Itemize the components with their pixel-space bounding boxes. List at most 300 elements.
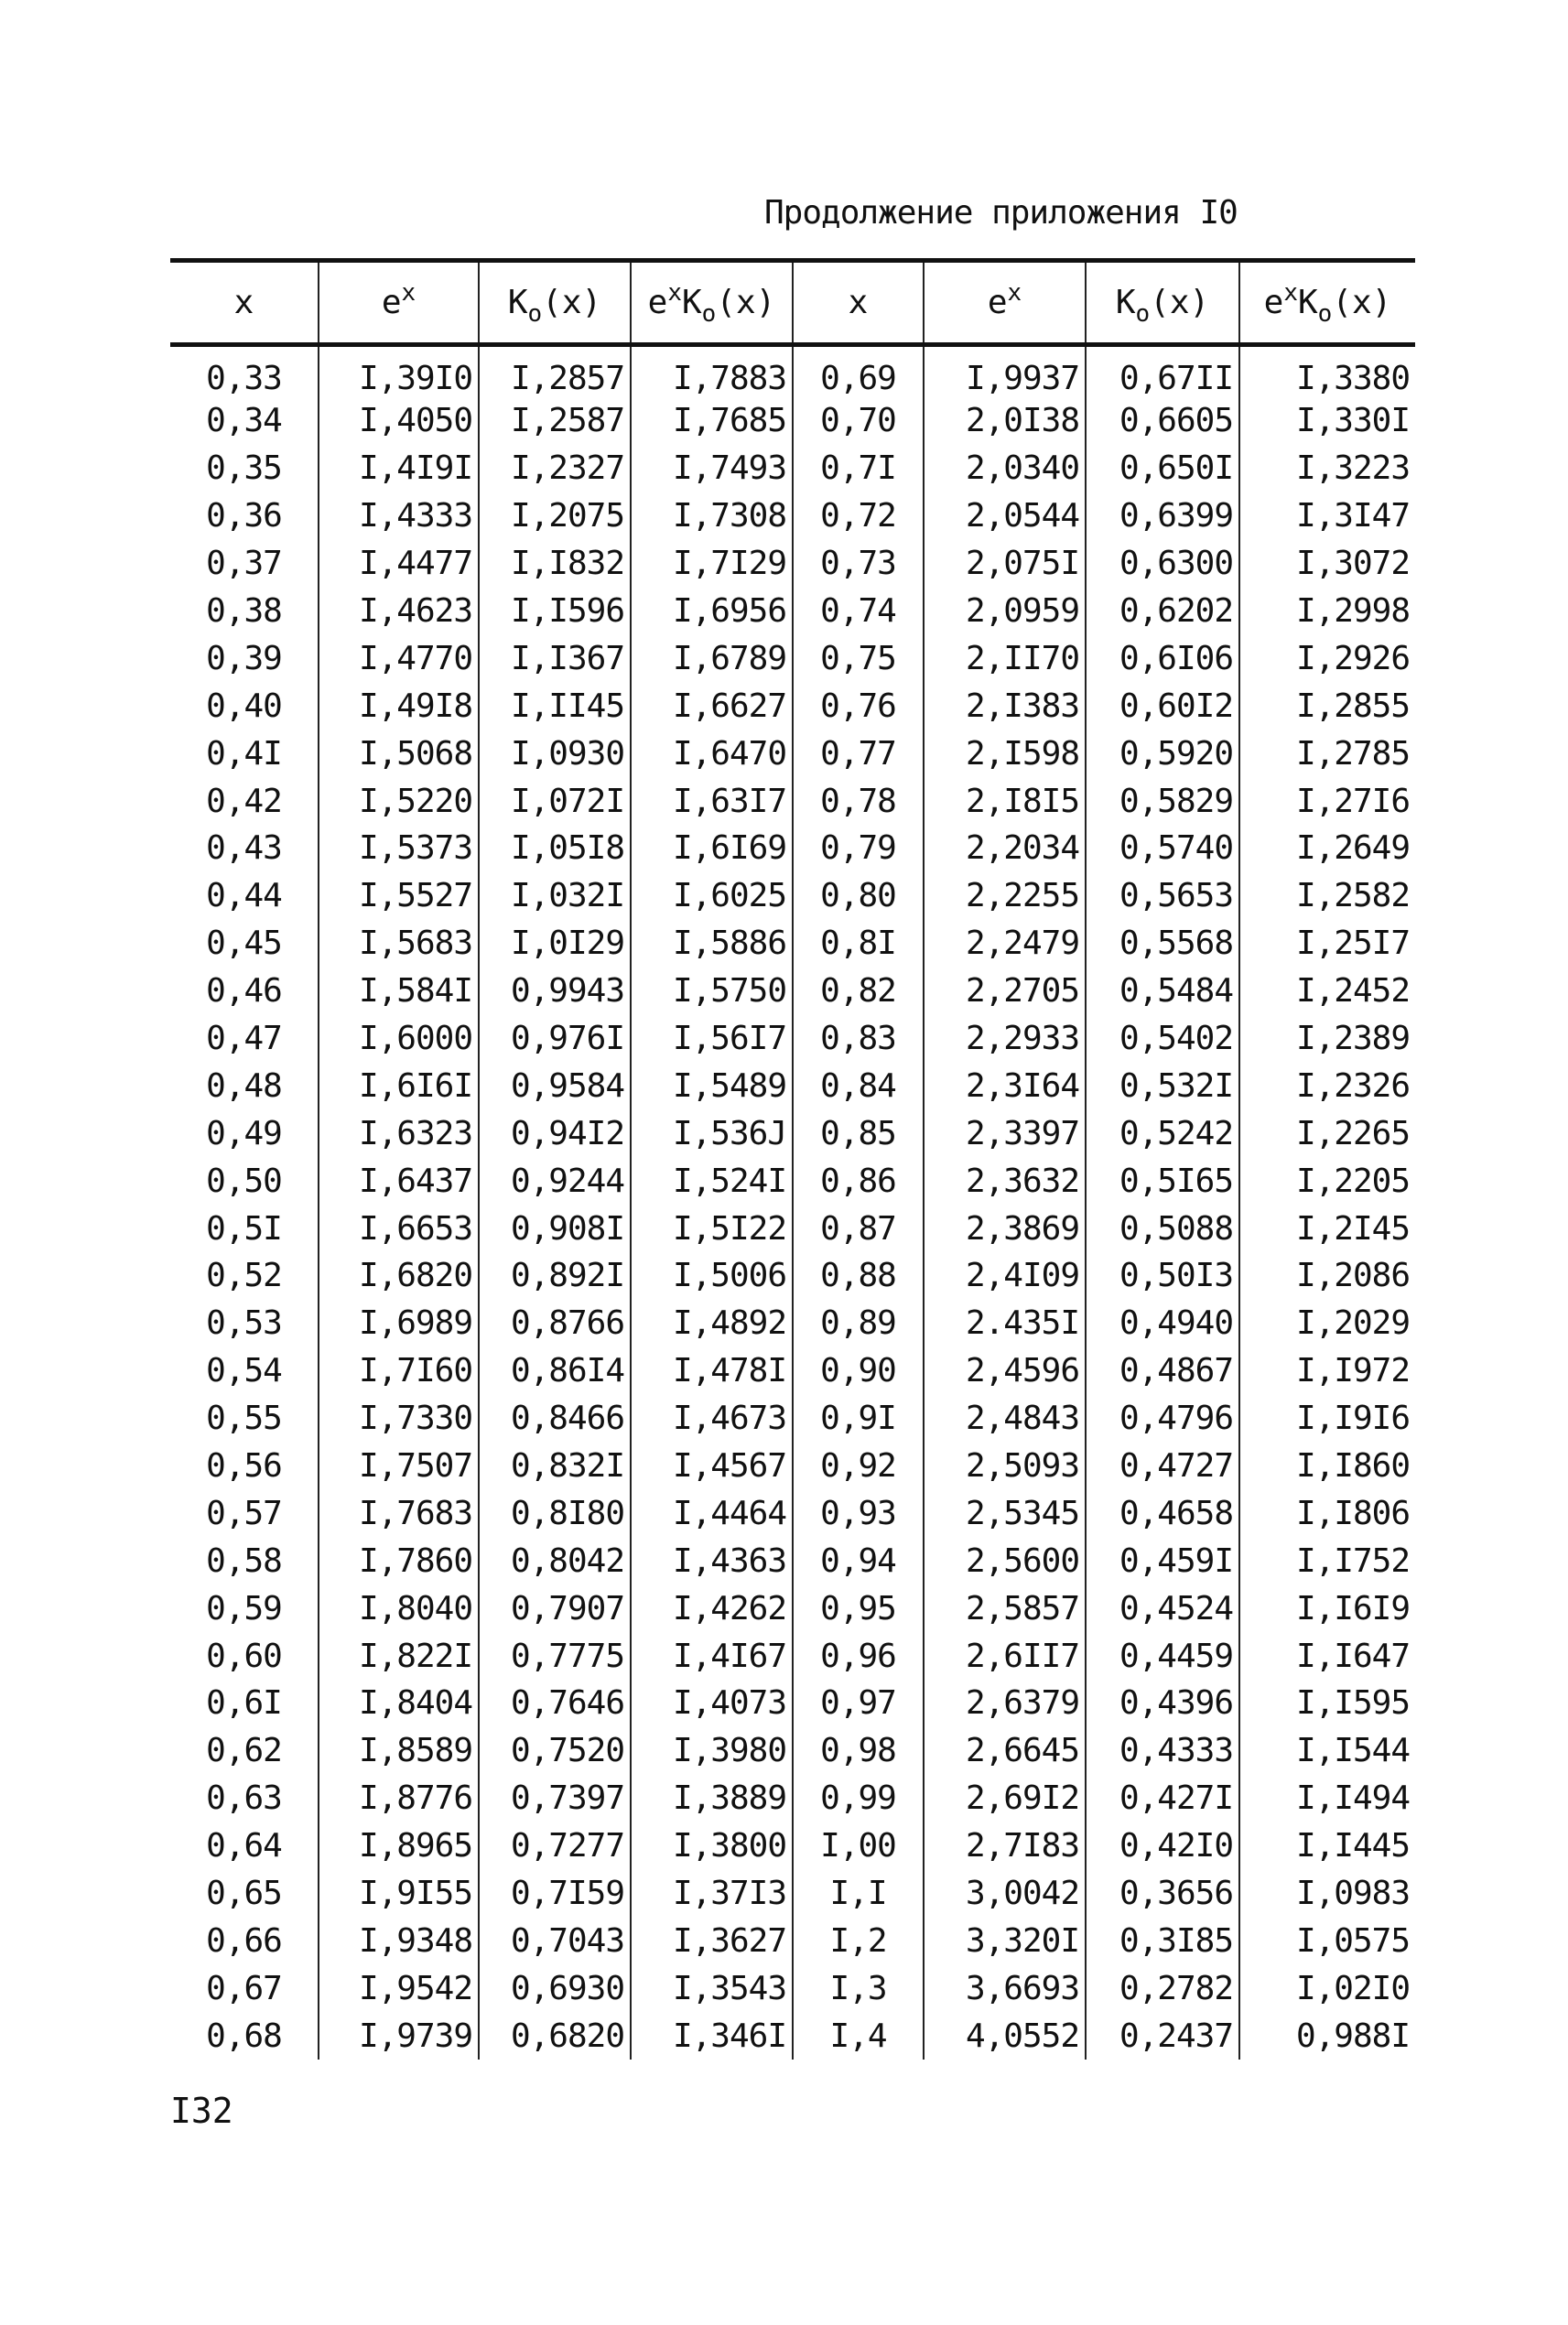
table-row <box>170 1727 1415 1775</box>
header-x: x <box>170 261 319 345</box>
table-row <box>170 1015 1415 1063</box>
x-value-cell: 0,9I <box>793 1395 924 1443</box>
exp-value-cell: 2,3869 <box>924 1205 1086 1252</box>
x-value-cell: 0,83 <box>793 1015 924 1063</box>
exp-value-cell: 2,3632 <box>924 1157 1086 1205</box>
exp-value-cell: 2,4596 <box>924 1347 1086 1395</box>
exp-k0-value-cell: I,I647 <box>1239 1632 1415 1680</box>
k0-value-cell: I,II45 <box>479 682 631 730</box>
x-value-cell: 0,36 <box>206 497 282 535</box>
table-row <box>170 540 1415 588</box>
header-x: x <box>793 261 924 345</box>
exp-value-cell: I,9542 <box>319 1964 479 2012</box>
k0-value-cell: 0,4658 <box>1086 1489 1239 1537</box>
exp-k0-value-cell: I,I860 <box>1239 1443 1415 1490</box>
exp-value-cell: 2,6379 <box>924 1680 1086 1727</box>
page-caption: Продолжение приложения I0 <box>764 194 1238 232</box>
k0-value-cell: I,0I29 <box>479 920 631 968</box>
k0-value-cell: 0,86I4 <box>479 1347 631 1395</box>
exp-k0-value-cell: I,I972 <box>1239 1347 1415 1395</box>
k0-value-cell: 0,5653 <box>1086 872 1239 920</box>
exp-value-cell: 2,6II7 <box>924 1632 1086 1680</box>
k0-value-cell: I,2327 <box>479 445 631 492</box>
exp-k0-value-cell: I,4262 <box>631 1584 793 1632</box>
table-row <box>170 445 1415 492</box>
exp-value-cell: I,7507 <box>319 1443 479 1490</box>
exp-value-cell: 2,0544 <box>924 492 1086 540</box>
exp-k0-value-cell: I,2998 <box>1239 588 1415 635</box>
k0-value-cell: I,2587 <box>479 397 631 445</box>
exp-value-cell: I,5373 <box>319 825 479 872</box>
exp-value-cell: I,8404 <box>319 1680 479 1727</box>
exp-value-cell: I,6989 <box>319 1300 479 1347</box>
exp-value-cell: 2,075I <box>924 540 1086 588</box>
exp-k0-value-cell: I,I544 <box>1239 1727 1415 1775</box>
exp-k0-value-cell: I,7493 <box>631 445 793 492</box>
exp-value-cell: I,49I8 <box>319 682 479 730</box>
exp-value-cell: I,8776 <box>319 1775 479 1822</box>
exp-value-cell: 2,2034 <box>924 825 1086 872</box>
x-value-cell: 0,45 <box>206 925 282 963</box>
exp-k0-value-cell: I,63I7 <box>631 777 793 825</box>
k0-value-cell: I,I832 <box>479 540 631 588</box>
k0-value-cell: 0,7397 <box>479 1775 631 1822</box>
k0-value-cell: 0,427I <box>1086 1775 1239 1822</box>
exp-k0-value-cell: I,2926 <box>1239 634 1415 682</box>
exp-k0-value-cell: I,37I3 <box>631 1870 793 1918</box>
k0-value-cell: 0,2782 <box>1086 1964 1239 2012</box>
k0-value-cell: 0,6I06 <box>1086 634 1239 682</box>
k0-value-cell: 0,4524 <box>1086 1584 1239 1632</box>
exp-value-cell: 2,0I38 <box>924 397 1086 445</box>
exp-k0-value-cell: I,6470 <box>631 730 793 777</box>
x-value-cell: 0,62 <box>206 1732 282 1770</box>
exp-k0-value-cell: I,3889 <box>631 1775 793 1822</box>
x-value-cell: I,2 <box>793 1918 924 1965</box>
k0-value-cell: 0,5829 <box>1086 777 1239 825</box>
exp-value-cell: I,4770 <box>319 634 479 682</box>
x-value-cell: 0,35 <box>206 449 282 488</box>
x-value-cell: 0,56 <box>206 1447 282 1486</box>
exp-value-cell: I,6000 <box>319 1015 479 1063</box>
x-value-cell: 0,47 <box>206 1020 282 1058</box>
x-value-cell: 0,99 <box>793 1775 924 1822</box>
x-value-cell: 0,39 <box>206 639 282 677</box>
x-value-cell: 0,96 <box>793 1632 924 1680</box>
table-row <box>170 1632 1415 1680</box>
exp-value-cell: I,7683 <box>319 1489 479 1537</box>
k0-value-cell: I,032I <box>479 872 631 920</box>
exp-value-cell: 2,5093 <box>924 1443 1086 1490</box>
exp-k0-value-cell: I,2029 <box>1239 1300 1415 1347</box>
x-value-cell: 0,93 <box>793 1489 924 1537</box>
k0-value-cell: 0,3I85 <box>1086 1918 1239 1965</box>
k0-value-cell: I,I367 <box>479 634 631 682</box>
x-value-cell: 0,44 <box>206 877 282 915</box>
table-row <box>170 634 1415 682</box>
x-value-cell: 0,38 <box>206 592 282 630</box>
exp-k0-value-cell: I,3072 <box>1239 540 1415 588</box>
x-value-cell: 0,43 <box>206 829 282 868</box>
table-row <box>170 1822 1415 1870</box>
exp-k0-value-cell: I,4I67 <box>631 1632 793 1680</box>
exp-k0-value-cell: I,3I47 <box>1239 492 1415 540</box>
exp-value-cell: 2,5345 <box>924 1489 1086 1537</box>
exp-value-cell: I,6323 <box>319 1109 479 1157</box>
k0-value-cell: 0,6605 <box>1086 397 1239 445</box>
exp-k0-value-cell: I,7308 <box>631 492 793 540</box>
table-row <box>170 345 1415 398</box>
k0-value-cell: 0,6820 <box>479 2012 631 2060</box>
x-value-cell: 0,53 <box>206 1304 282 1343</box>
x-value-cell: 0,87 <box>793 1205 924 1252</box>
k0-value-cell: 0,650I <box>1086 445 1239 492</box>
k0-value-cell: 0,6930 <box>479 1964 631 2012</box>
exp-value-cell: I,8040 <box>319 1584 479 1632</box>
exp-value-cell: I,6437 <box>319 1157 479 1205</box>
exp-k0-value-cell: I,3980 <box>631 1727 793 1775</box>
table-row <box>170 1918 1415 1965</box>
x-value-cell: 0,73 <box>793 540 924 588</box>
exp-k0-value-cell: I,I806 <box>1239 1489 1415 1537</box>
k0-value-cell: 0,5484 <box>1086 968 1239 1015</box>
exp-value-cell: 2,5600 <box>924 1537 1086 1584</box>
exp-value-cell: 2,3I64 <box>924 1062 1086 1109</box>
k0-value-cell: I,2857 <box>479 345 631 398</box>
page-number: I32 <box>170 2091 233 2131</box>
exp-k0-value-cell: I,536J <box>631 1109 793 1157</box>
header-k0: $K_o(x)$ <box>479 261 631 345</box>
exp-value-cell: I,7I60 <box>319 1347 479 1395</box>
k0-value-cell: 0,8I80 <box>479 1489 631 1537</box>
exp-k0-value-cell: I,0575 <box>1239 1918 1415 1965</box>
table-row <box>170 1347 1415 1395</box>
x-value-cell: 0,64 <box>206 1827 282 1865</box>
k0-value-cell: 0,4396 <box>1086 1680 1239 1727</box>
exp-k0-value-cell: I,I445 <box>1239 1822 1415 1870</box>
x-value-cell: 0,76 <box>793 682 924 730</box>
x-value-cell: 0,68 <box>206 2017 282 2055</box>
k0-value-cell: 0,7043 <box>479 1918 631 1965</box>
k0-value-cell: 0,2437 <box>1086 2012 1239 2060</box>
k0-value-cell: 0,5402 <box>1086 1015 1239 1063</box>
exp-k0-value-cell: I,6956 <box>631 588 793 635</box>
exp-value-cell: 2,I598 <box>924 730 1086 777</box>
x-value-cell: I,00 <box>793 1822 924 1870</box>
k0-value-cell: 0,9244 <box>479 1157 631 1205</box>
exp-k0-value-cell: I,0983 <box>1239 1870 1415 1918</box>
exp-k0-value-cell: I,5886 <box>631 920 793 968</box>
k0-value-cell: 0,6300 <box>1086 540 1239 588</box>
x-value-cell: 0,55 <box>206 1400 282 1438</box>
table-row <box>170 1775 1415 1822</box>
k0-value-cell: 0,6399 <box>1086 492 1239 540</box>
k0-value-cell: 0,908I <box>479 1205 631 1252</box>
exp-k0-value-cell: I,I595 <box>1239 1680 1415 1727</box>
exp-value-cell: 2,6645 <box>924 1727 1086 1775</box>
exp-k0-value-cell: I,6I69 <box>631 825 793 872</box>
k0-value-cell: 0,50I3 <box>1086 1252 1239 1300</box>
k0-value-cell: 0,5740 <box>1086 825 1239 872</box>
k0-value-cell: 0,60I2 <box>1086 682 1239 730</box>
exp-k0-value-cell: I,2205 <box>1239 1157 1415 1205</box>
table-row <box>170 968 1415 1015</box>
table-row <box>170 1395 1415 1443</box>
k0-value-cell: 0,7520 <box>479 1727 631 1775</box>
table-row <box>170 1062 1415 1109</box>
exp-k0-value-cell: I,478I <box>631 1347 793 1395</box>
table-row <box>170 588 1415 635</box>
x-value-cell: 0,94 <box>793 1537 924 1584</box>
k0-value-cell: I,05I8 <box>479 825 631 872</box>
header-exp-k0: $e^xK_o(x)$ <box>1239 261 1415 345</box>
k0-value-cell: 0,3656 <box>1086 1870 1239 1918</box>
exp-value-cell: I,4050 <box>319 397 479 445</box>
exp-value-cell: 2,4843 <box>924 1395 1086 1443</box>
k0-value-cell: 0,5I65 <box>1086 1157 1239 1205</box>
k0-value-cell: 0,5242 <box>1086 1109 1239 1157</box>
exp-k0-value-cell: I,5489 <box>631 1062 793 1109</box>
table-row <box>170 920 1415 968</box>
x-value-cell: I,3 <box>793 1964 924 2012</box>
exp-k0-value-cell: I,2582 <box>1239 872 1415 920</box>
x-value-cell: 0,37 <box>206 545 282 583</box>
k0-value-cell: 0,4796 <box>1086 1395 1239 1443</box>
exp-value-cell: I,5527 <box>319 872 479 920</box>
x-value-cell: 0,59 <box>206 1589 282 1628</box>
exp-value-cell: I,6653 <box>319 1205 479 1252</box>
x-value-cell: 0,46 <box>206 972 282 1011</box>
exp-value-cell: 3,0042 <box>924 1870 1086 1918</box>
x-value-cell: 0,7I <box>793 445 924 492</box>
k0-value-cell: 0,7646 <box>479 1680 631 1727</box>
k0-value-cell: 0,6202 <box>1086 588 1239 635</box>
x-value-cell: 0,58 <box>206 1541 282 1580</box>
table-row <box>170 777 1415 825</box>
x-value-cell: 0,88 <box>793 1252 924 1300</box>
k0-value-cell: 0,5568 <box>1086 920 1239 968</box>
table-body <box>170 345 1415 2060</box>
exp-k0-value-cell: I,I752 <box>1239 1537 1415 1584</box>
k0-value-cell: 0,9943 <box>479 968 631 1015</box>
table-row <box>170 1109 1415 1157</box>
k0-value-cell: 0,67II <box>1086 345 1239 398</box>
k0-value-cell: 0,976I <box>479 1015 631 1063</box>
table-row <box>170 1584 1415 1632</box>
exp-value-cell: I,5683 <box>319 920 479 968</box>
x-value-cell: 0,90 <box>793 1347 924 1395</box>
k0-value-cell: 0,8766 <box>479 1300 631 1347</box>
exp-k0-value-cell: I,2265 <box>1239 1109 1415 1157</box>
exp-value-cell: I,584I <box>319 968 479 1015</box>
exp-value-cell: 2,2479 <box>924 920 1086 968</box>
k0-value-cell: 0,42I0 <box>1086 1822 1239 1870</box>
x-value-cell: 0,52 <box>206 1257 282 1295</box>
table-row <box>170 1489 1415 1537</box>
table-row <box>170 1252 1415 1300</box>
exp-k0-value-cell: I,4363 <box>631 1537 793 1584</box>
x-value-cell: 0,40 <box>206 687 282 725</box>
exp-value-cell: I,8965 <box>319 1822 479 1870</box>
exp-value-cell: I,9739 <box>319 2012 479 2060</box>
exp-value-cell: 2,I383 <box>924 682 1086 730</box>
exp-value-cell: 2,4I09 <box>924 1252 1086 1300</box>
exp-value-cell: 2,5857 <box>924 1584 1086 1632</box>
exp-value-cell: I,39I0 <box>319 345 479 398</box>
exp-k0-value-cell: I,6627 <box>631 682 793 730</box>
exp-k0-value-cell: I,4892 <box>631 1300 793 1347</box>
k0-value-cell: 0,5088 <box>1086 1205 1239 1252</box>
exp-value-cell: I,7860 <box>319 1537 479 1584</box>
exp-k0-value-cell: I,3380 <box>1239 345 1415 398</box>
k0-value-cell: 0,94I2 <box>479 1109 631 1157</box>
exp-value-cell: 4,0552 <box>924 2012 1086 2060</box>
x-value-cell: 0,60 <box>206 1637 282 1675</box>
exp-k0-value-cell: I,346I <box>631 2012 793 2060</box>
k0-value-cell: I,I596 <box>479 588 631 635</box>
table-row <box>170 1205 1415 1252</box>
x-value-cell: 0,34 <box>206 402 282 440</box>
table-row <box>170 1964 1415 2012</box>
exp-k0-value-cell: I,6025 <box>631 872 793 920</box>
x-value-cell: 0,97 <box>793 1680 924 1727</box>
x-value-cell: 0,82 <box>793 968 924 1015</box>
exp-value-cell: I,9I55 <box>319 1870 479 1918</box>
x-value-cell: 0,78 <box>793 777 924 825</box>
x-value-cell: 0,75 <box>793 634 924 682</box>
exp-value-cell: I,4477 <box>319 540 479 588</box>
x-value-cell: 0,70 <box>793 397 924 445</box>
exp-value-cell: 2,69I2 <box>924 1775 1086 1822</box>
exp-k0-value-cell: I,4567 <box>631 1443 793 1490</box>
x-value-cell: 0,57 <box>206 1494 282 1532</box>
table-row <box>170 1537 1415 1584</box>
table-row <box>170 872 1415 920</box>
exp-k0-value-cell: I,5750 <box>631 968 793 1015</box>
x-value-cell: 0,4I <box>206 734 282 773</box>
k0-value-cell: 0,8466 <box>479 1395 631 1443</box>
x-value-cell: 0,86 <box>793 1157 924 1205</box>
exp-value-cell: 2.435I <box>924 1300 1086 1347</box>
exp-k0-value-cell: I,3543 <box>631 1964 793 2012</box>
exp-k0-value-cell: I,5006 <box>631 1252 793 1300</box>
header-exp: $e^x$ <box>319 261 479 345</box>
exp-value-cell: I,4I9I <box>319 445 479 492</box>
x-value-cell: 0,84 <box>793 1062 924 1109</box>
x-value-cell: 0,63 <box>206 1779 282 1818</box>
k0-value-cell: 0,9584 <box>479 1062 631 1109</box>
k0-value-cell: 0,892I <box>479 1252 631 1300</box>
k0-value-cell: 0,532I <box>1086 1062 1239 1109</box>
exp-value-cell: 3,6693 <box>924 1964 1086 2012</box>
k0-value-cell: 0,8042 <box>479 1537 631 1584</box>
x-value-cell: 0,85 <box>793 1109 924 1157</box>
header-k0: $K_o(x)$ <box>1086 261 1239 345</box>
bessel-function-table <box>170 258 1415 2060</box>
table-row <box>170 1157 1415 1205</box>
k0-value-cell: 0,832I <box>479 1443 631 1490</box>
exp-value-cell: 2,3397 <box>924 1109 1086 1157</box>
exp-k0-value-cell: I,7883 <box>631 345 793 398</box>
exp-value-cell: I,5220 <box>319 777 479 825</box>
exp-k0-value-cell: I,3800 <box>631 1822 793 1870</box>
exp-value-cell: I,4333 <box>319 492 479 540</box>
x-value-cell: 0,89 <box>793 1300 924 1347</box>
exp-k0-value-cell: I,I6I9 <box>1239 1584 1415 1632</box>
x-value-cell: 0,54 <box>206 1352 282 1390</box>
exp-k0-value-cell: I,3627 <box>631 1918 793 1965</box>
table-row <box>170 492 1415 540</box>
k0-value-cell: 0,459I <box>1086 1537 1239 1584</box>
exp-value-cell: I,9348 <box>319 1918 479 1965</box>
k0-value-cell: I,0930 <box>479 730 631 777</box>
exp-k0-value-cell: I,2649 <box>1239 825 1415 872</box>
exp-k0-value-cell: I,2086 <box>1239 1252 1415 1300</box>
exp-k0-value-cell: I,2389 <box>1239 1015 1415 1063</box>
k0-value-cell: 0,7I59 <box>479 1870 631 1918</box>
x-value-cell: 0,72 <box>793 492 924 540</box>
exp-value-cell: I,7330 <box>319 1395 479 1443</box>
k0-value-cell: 0,7775 <box>479 1632 631 1680</box>
exp-k0-value-cell: I,2855 <box>1239 682 1415 730</box>
table-row <box>170 2012 1415 2060</box>
exp-k0-value-cell: I,4464 <box>631 1489 793 1537</box>
x-value-cell: 0,67 <box>206 1969 282 2007</box>
exp-value-cell: 2,7I83 <box>924 1822 1086 1870</box>
x-value-cell: 0,79 <box>793 825 924 872</box>
table-row <box>170 397 1415 445</box>
x-value-cell: 0,80 <box>793 872 924 920</box>
exp-k0-value-cell: I,02I0 <box>1239 1964 1415 2012</box>
x-value-cell: 0,50 <box>206 1162 282 1200</box>
exp-k0-value-cell: I,3223 <box>1239 445 1415 492</box>
exp-value-cell: I,6I6I <box>319 1062 479 1109</box>
exp-value-cell: I,5068 <box>319 730 479 777</box>
exp-value-cell: 3,320I <box>924 1918 1086 1965</box>
k0-value-cell: I,072I <box>479 777 631 825</box>
exp-k0-value-cell: I,2I45 <box>1239 1205 1415 1252</box>
exp-value-cell: 2,2705 <box>924 968 1086 1015</box>
x-value-cell: 0,74 <box>793 588 924 635</box>
x-value-cell: 0,77 <box>793 730 924 777</box>
x-value-cell: 0,6I <box>206 1684 282 1723</box>
k0-value-cell: 0,4867 <box>1086 1347 1239 1395</box>
k0-value-cell: 0,4333 <box>1086 1727 1239 1775</box>
exp-value-cell: I,6820 <box>319 1252 479 1300</box>
exp-k0-value-cell: I,5I22 <box>631 1205 793 1252</box>
table-row <box>170 1870 1415 1918</box>
k0-value-cell: 0,4459 <box>1086 1632 1239 1680</box>
exp-k0-value-cell: I,4673 <box>631 1395 793 1443</box>
x-value-cell: I,I <box>793 1870 924 1918</box>
x-value-cell: 0,95 <box>793 1584 924 1632</box>
x-value-cell: 0,69 <box>793 345 924 398</box>
exp-k0-value-cell: I,2785 <box>1239 730 1415 777</box>
x-value-cell: 0,98 <box>793 1727 924 1775</box>
k0-value-cell: 0,7277 <box>479 1822 631 1870</box>
exp-k0-value-cell: I,7I29 <box>631 540 793 588</box>
k0-value-cell: 0,5920 <box>1086 730 1239 777</box>
exp-k0-value-cell: I,56I7 <box>631 1015 793 1063</box>
x-value-cell: I,4 <box>793 2012 924 2060</box>
exp-value-cell: 2,0959 <box>924 588 1086 635</box>
k0-value-cell: 0,4940 <box>1086 1300 1239 1347</box>
exp-value-cell: 2,0340 <box>924 445 1086 492</box>
exp-value-cell: I,822I <box>319 1632 479 1680</box>
exp-k0-value-cell: I,4073 <box>631 1680 793 1727</box>
exp-value-cell: I,4623 <box>319 588 479 635</box>
table-row <box>170 1443 1415 1490</box>
